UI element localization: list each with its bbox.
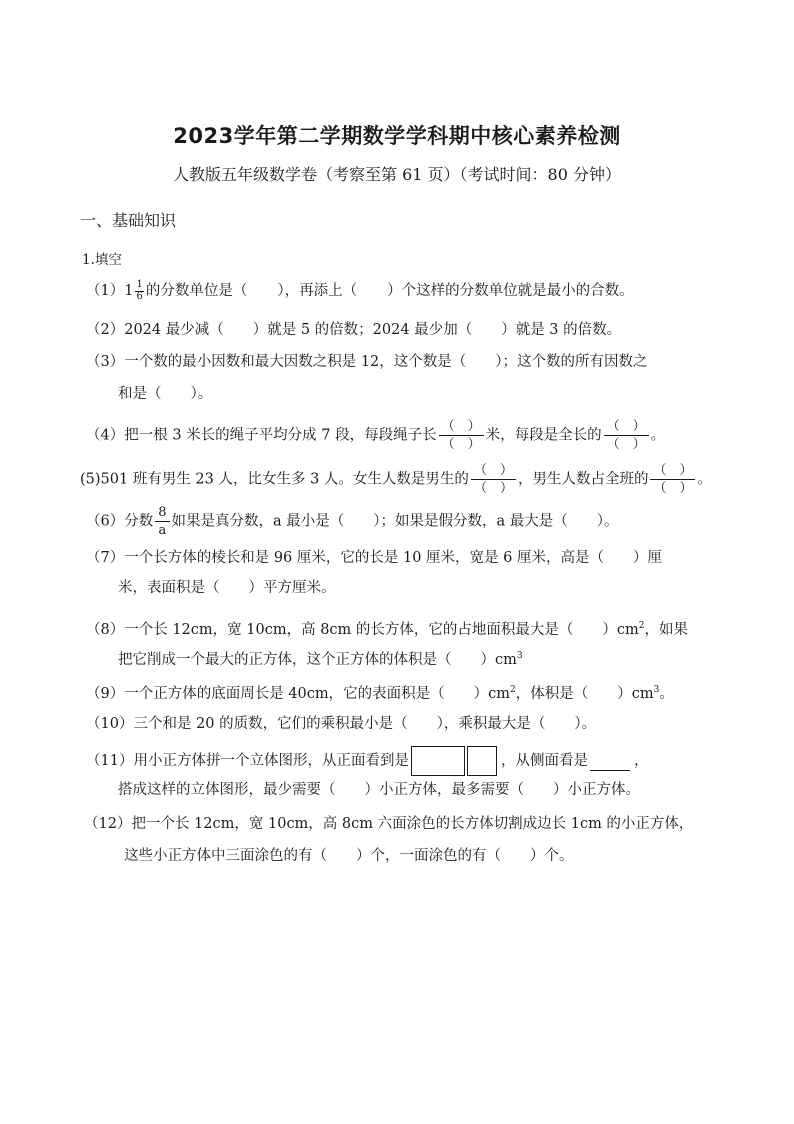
fraction: $\frac{8}{a}$ bbox=[155, 506, 169, 537]
question-4: （4）把一根 3 米长的绳子平均分成 7 段，每段绳子长 $\frac{( )}{( )}$ 米，每段是全长的 $\frac{( )}{( )}$ 。 bbox=[86, 419, 666, 452]
question-10: （10）三个和是 20 的质数，它们的乘积最小是（ ），乘积最大是（ ）。 bbox=[86, 716, 597, 732]
question-9: （9）一个正方体的底面周长是 40cm，它的表面积是（ ）$cm^2$，体积是（ ）$cm^3$。 bbox=[86, 685, 674, 702]
question-12-line-2: 这些小正方体中三面涂色的有（ ）个，一面涂色的有（ ）个。 bbox=[124, 848, 574, 864]
fraction-blank[interactable]: $\frac{( )}{( )}$ bbox=[604, 420, 649, 451]
question-8-line-2: 把它削成一个最大的正方体，这个正方体的体积是（ ）$cm^3$ bbox=[118, 651, 523, 668]
question-1: （1）1 $\frac{1}{6}$ 的分数单位是（ ），再添上（ ）个这样的分数单位就是最小的合数。 bbox=[86, 279, 634, 302]
mixed-number-whole: 1 bbox=[124, 283, 134, 299]
question-6: （6）分数 $\frac{8}{a}$ 如果是真分数，a 最小是（ ）；如果是假分数，a 最大是（ ）。 bbox=[86, 505, 619, 538]
question-3-line-2: 和是（ ）。 bbox=[118, 386, 213, 402]
question-7-line-1: （7）一个长方体的棱长和是 96 厘米，它的长是 10 厘米，宽是 6 厘米，高是（ ）厘 bbox=[86, 550, 663, 566]
exam-subtitle: 人教版五年级数学卷（考察至第 61 页）（考试时间：80 分钟） bbox=[173, 165, 621, 184]
fraction-blank[interactable]: $\frac{( )}{( )}$ bbox=[650, 464, 695, 495]
question-2: （2）2024 最少减（ ）就是 5 的倍数；2024 最少加（ ）就是 3 的倍数。 bbox=[86, 322, 622, 338]
front-view-figure bbox=[411, 746, 499, 776]
question-11-line-2: 搭成这样的立体图形，最少需要（ ）小正方体，最多需要（ ）小正方体。 bbox=[118, 782, 640, 798]
subsection-heading: 1.填空 bbox=[82, 252, 122, 268]
question-7-line-2: 米，表面积是（ ）平方厘米。 bbox=[118, 580, 336, 596]
question-11-line-1: （11）用小正方体拼一个立体图形，从正面看到是 ，从侧面看是 ， bbox=[86, 746, 648, 776]
fraction-blank[interactable]: $\frac{( )}{( )}$ bbox=[471, 464, 516, 495]
exam-title: 2023学年第二学期数学学科期中核心素养检测 bbox=[173, 124, 621, 148]
side-view-blank[interactable] bbox=[590, 766, 630, 771]
question-5: (5)501 班有男生 23 人，比女生多 3 人。女生人数是男生的 $\frac{( )}{( )}$ ，男生人数占全班的 $\frac{( )}{( )}$ 。 bbox=[80, 463, 712, 496]
fraction-blank[interactable]: $\frac{( )}{( )}$ bbox=[439, 420, 484, 451]
question-12-line-1: （12）把一个长 12cm，宽 10cm，高 8cm 六面涂色的长方体切割成边长 1cm 的小正方体， bbox=[84, 816, 694, 832]
question-number: （1） bbox=[86, 283, 125, 299]
section-heading: 一、基础知识 bbox=[80, 211, 177, 230]
question-3-line-1: （3）一个数的最小因数和最大因数之积是 12，这个数是（ ）；这个数的所有因数之 bbox=[86, 354, 648, 370]
question-8-line-1: （8）一个长 12cm，宽 10cm，高 8cm 的长方体，它的占地面积最大是（ ）$cm^2$，如果 bbox=[86, 621, 689, 638]
fraction: $\frac{1}{6}$ bbox=[136, 279, 143, 302]
